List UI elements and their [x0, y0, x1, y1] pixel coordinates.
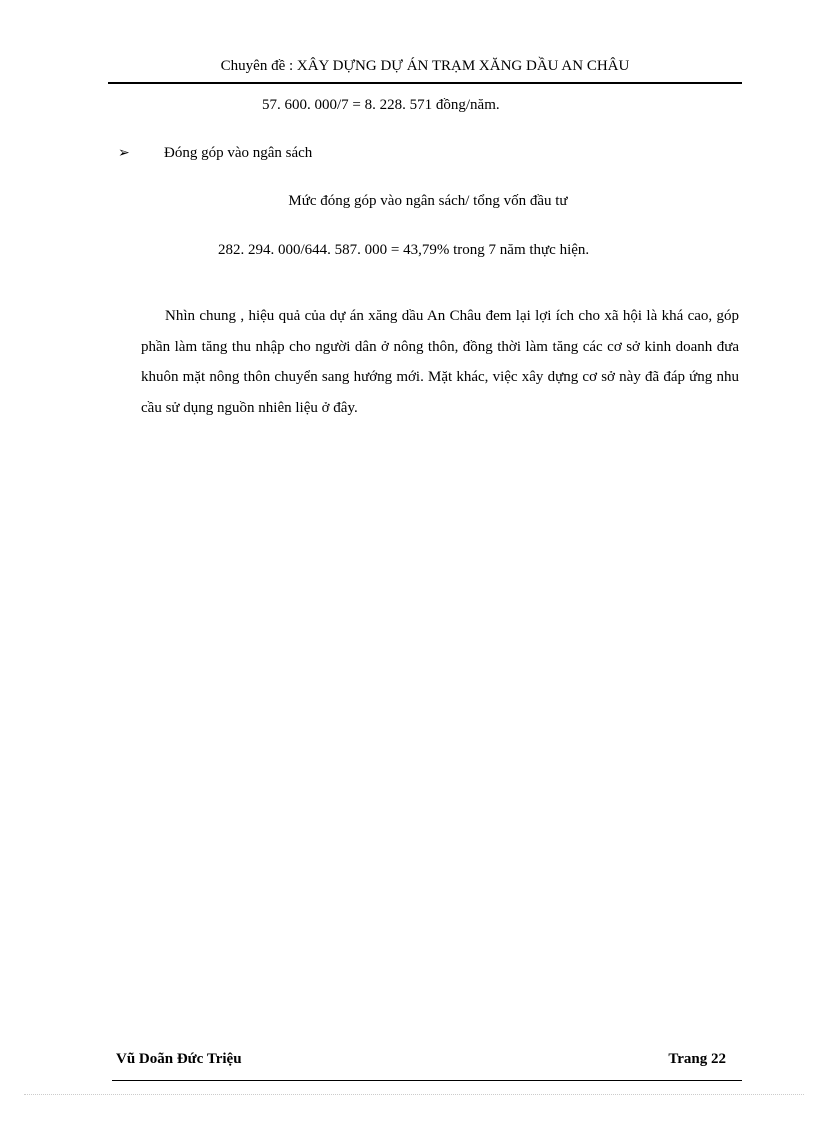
- formula-title: Mức đóng góp vào ngân sách/ tổng vốn đầu tư: [288, 193, 568, 209]
- summary-paragraph: Nhìn chung , hiệu quả của dự án xăng dầu An Châu đem lại lợi ích cho xã hội là khá cao, góp phần làm tăng thu nhập cho người dân ở nông thôn, đồng thời làm tăng các cơ sở kinh doanh đưa khuôn mặt nông thôn chuyển sang hướng mới. Mặt khác, việc xây dựng cơ sở này đã đáp ứng nhu cầu sử dụng nguồn nhiên liệu ở đây.: [141, 308, 739, 416]
- footer-author: Vũ Doãn Đức Triệu: [116, 1051, 242, 1067]
- page-header: [108, 54, 742, 84]
- page-edge-divider: [24, 1094, 804, 1095]
- bullet-item: [118, 143, 738, 163]
- footer-page-number: Trang 22: [668, 1051, 726, 1067]
- page-footer: [112, 1048, 742, 1081]
- bullet-text: Đóng góp vào ngân sách: [164, 145, 313, 161]
- formula-value: 282. 294. 000/644. 587. 000 = 43,79% trong 7 năm thực hiện.: [218, 242, 590, 258]
- arrowhead-bullet-icon: ➢: [118, 145, 130, 161]
- equation-line: 57. 600. 000/7 = 8. 228. 571 đồng/năm.: [262, 97, 500, 113]
- header-title: Chuyên đề : XÂY DỰNG DỰ ÁN TRẠM XĂNG DẦU AN CHÂU: [220, 58, 630, 74]
